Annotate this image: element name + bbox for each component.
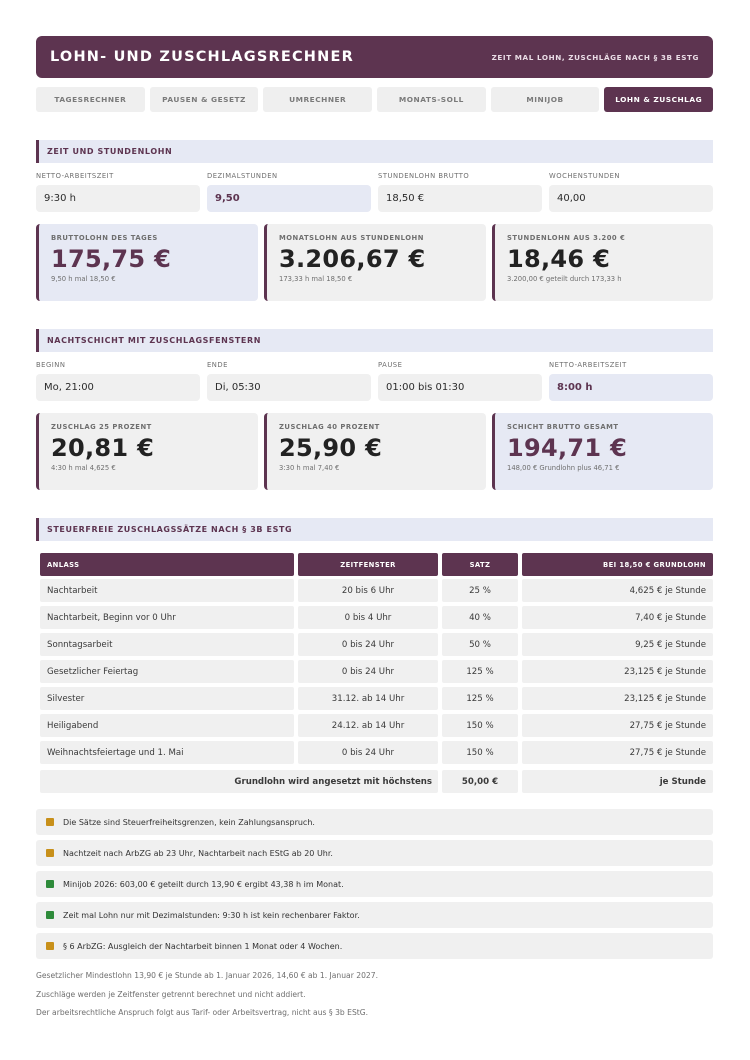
kpi-bruttolohn-tages: [36, 224, 258, 301]
kpi-value: 20,81 €: [51, 434, 155, 462]
table-row: [40, 579, 713, 602]
tab-umrechner[interactable]: UMRECHNER: [263, 87, 372, 112]
tab-lohn-zuschlag[interactable]: LOHN & ZUSCHLAG: [604, 87, 713, 112]
cell-satz: 50 %: [442, 633, 518, 656]
cell-satz: 150 %: [442, 714, 518, 737]
section-title-zeit-stundenlohn: ZEIT UND STUNDENLOHN: [36, 140, 713, 163]
tab-tagesrechner[interactable]: TAGESRECHNER: [36, 87, 145, 112]
field-label-ende: ENDE: [207, 361, 228, 369]
kpi-description: 4:30 h mal 4,625 €: [51, 464, 116, 472]
cell-satz: 40 %: [442, 606, 518, 629]
cell-anlass: Silvester: [40, 687, 294, 710]
cell-zeitfenster: 0 bis 24 Uhr: [298, 660, 438, 683]
kpi-label: MONATSLOHN AUS STUNDENLOHN: [279, 234, 424, 242]
amber-square-icon: [46, 942, 54, 950]
field-label-dezimalstunden: DEZIMALSTUNDEN: [207, 172, 278, 180]
beginn-input[interactable]: Mo, 21:00: [36, 374, 200, 401]
pause-input[interactable]: 01:00 bis 01:30: [378, 374, 542, 401]
cell-anlass: Heiligabend: [40, 714, 294, 737]
table-header: [40, 553, 713, 576]
field-label-netto-arbeitszeit: NETTO-ARBEITSZEIT: [36, 172, 114, 180]
kpi-value: 25,90 €: [279, 434, 383, 462]
wochenstunden-input[interactable]: 40,00: [549, 185, 713, 212]
dezimalstunden-output: 9,50: [207, 185, 371, 212]
note-item: [36, 871, 713, 897]
cell-anlass: Weihnachtsfeiertage und 1. Mai: [40, 741, 294, 764]
note-item: [36, 933, 713, 959]
amber-square-icon: [46, 818, 54, 826]
kpi-value: 194,71 €: [507, 434, 628, 462]
cell-zeitfenster: 31.12. ab 14 Uhr: [298, 687, 438, 710]
kpi-value: 3.206,67 €: [279, 245, 426, 273]
kpi-stundenlohn-aus-monat: [492, 224, 713, 301]
table-row: [40, 714, 713, 737]
green-square-icon: [46, 911, 54, 919]
footnote: Zuschläge werden je Zeitfenster getrennt berechnet und nicht addiert.: [36, 990, 306, 999]
kpi-value: 18,46 €: [507, 245, 611, 273]
kpi-label: ZUSCHLAG 40 PROZENT: [279, 423, 380, 431]
cell-satz: 150 %: [442, 741, 518, 764]
tab-monats-soll[interactable]: MONATS-SOLL: [377, 87, 486, 112]
column-header-anlass: ANLASS: [40, 553, 294, 576]
amber-square-icon: [46, 849, 54, 857]
table-row: [40, 660, 713, 683]
field-label-beginn: BEGINN: [36, 361, 66, 369]
cell-anlass: Gesetzlicher Feiertag: [40, 660, 294, 683]
cell-betrag: 27,75 € je Stunde: [522, 741, 713, 764]
cell-zeitfenster: 0 bis 24 Uhr: [298, 741, 438, 764]
table-row: [40, 741, 713, 764]
cell-satz: 25 %: [442, 579, 518, 602]
app-header: [36, 36, 713, 78]
table-row: [40, 633, 713, 656]
section-title-zuschlagssaetze: STEUERFREIE ZUSCHLAGSSÄTZE NACH § 3B ESTG: [36, 518, 713, 541]
kpi-description: 148,00 € Grundlohn plus 46,71 €: [507, 464, 620, 472]
footnote: Der arbeitsrechtliche Anspruch folgt aus Tarif- oder Arbeitsvertrag, nicht aus § 3b EStG.: [36, 1008, 369, 1017]
table-footer: [40, 770, 713, 793]
cell-betrag: 27,75 € je Stunde: [522, 714, 713, 737]
footer-hoechstbetrag: 50,00 €: [442, 770, 518, 793]
note-text: Zeit mal Lohn nur mit Dezimalstunden: 9:30 h ist kein rechenbarer Faktor.: [63, 910, 360, 920]
kpi-label: SCHICHT BRUTTO GESAMT: [507, 423, 619, 431]
section-title-nachtschicht: NACHTSCHICHT MIT ZUSCHLAGSFENSTERN: [36, 329, 713, 352]
kpi-monatslohn: [264, 224, 486, 301]
app-subtitle: ZEIT MAL LOHN, ZUSCHLÄGE NACH § 3B ESTG: [491, 52, 699, 62]
cell-betrag: 23,125 € je Stunde: [522, 660, 713, 683]
kpi-label: STUNDENLOHN AUS 3.200 €: [507, 234, 626, 242]
cell-satz: 125 %: [442, 687, 518, 710]
footer-einheit: je Stunde: [522, 770, 713, 793]
kpi-label: ZUSCHLAG 25 PROZENT: [51, 423, 152, 431]
column-header-grundlohn: BEI 18,50 € GRUNDLOHN: [522, 553, 713, 576]
note-text: Die Sätze sind Steuerfreiheitsgrenzen, kein Zahlungsanspruch.: [63, 817, 315, 827]
table-row: [40, 687, 713, 710]
cell-betrag: 9,25 € je Stunde: [522, 633, 713, 656]
kpi-label: BRUTTOLOHN DES TAGES: [51, 234, 158, 242]
cell-anlass: Nachtarbeit, Beginn vor 0 Uhr: [40, 606, 294, 629]
kpi-description: 173,33 h mal 18,50 €: [279, 275, 353, 283]
field-label-pause: PAUSE: [378, 361, 403, 369]
kpi-schicht-brutto-gesamt: [492, 413, 713, 490]
kpi-description: 3.200,00 € geteilt durch 173,33 h: [507, 275, 622, 283]
cell-zeitfenster: 20 bis 6 Uhr: [298, 579, 438, 602]
tab-pausen-gesetz[interactable]: PAUSEN & GESETZ: [150, 87, 259, 112]
cell-zeitfenster: 24.12. ab 14 Uhr: [298, 714, 438, 737]
cell-zeitfenster: 0 bis 4 Uhr: [298, 606, 438, 629]
note-text: § 6 ArbZG: Ausgleich der Nachtarbeit binnen 1 Monat oder 4 Wochen.: [63, 941, 343, 951]
netto-arbeitszeit-input[interactable]: 9:30 h: [36, 185, 200, 212]
field-label-netto-arbeitszeit-schicht: NETTO-ARBEITSZEIT: [549, 361, 627, 369]
kpi-description: 3:30 h mal 7,40 €: [279, 464, 340, 472]
cell-anlass: Sonntagsarbeit: [40, 633, 294, 656]
cell-anlass: Nachtarbeit: [40, 579, 294, 602]
cell-zeitfenster: 0 bis 24 Uhr: [298, 633, 438, 656]
cell-satz: 125 %: [442, 660, 518, 683]
note-item: [36, 902, 713, 928]
note-item: [36, 809, 713, 835]
kpi-value: 175,75 €: [51, 245, 172, 273]
cell-betrag: 7,40 € je Stunde: [522, 606, 713, 629]
footer-label: Grundlohn wird angesetzt mit höchstens: [40, 770, 438, 793]
tab-bar: [36, 87, 713, 112]
kpi-zuschlag-25: [36, 413, 258, 490]
netto-arbeitszeit-output: 8:00 h: [549, 374, 713, 401]
cell-betrag: 4,625 € je Stunde: [522, 579, 713, 602]
note-text: Nachtzeit nach ArbZG ab 23 Uhr, Nachtarbeit nach EStG ab 20 Uhr.: [63, 848, 333, 858]
stundenlohn-input[interactable]: 18,50 €: [378, 185, 542, 212]
green-square-icon: [46, 880, 54, 888]
ende-input[interactable]: Di, 05:30: [207, 374, 371, 401]
kpi-description: 9,50 h mal 18,50 €: [51, 275, 116, 283]
field-label-stundenlohn: STUNDENLOHN BRUTTO: [378, 172, 470, 180]
tab-minijob[interactable]: MINIJOB: [491, 87, 600, 112]
note-item: [36, 840, 713, 866]
cell-betrag: 23,125 € je Stunde: [522, 687, 713, 710]
column-header-zeitfenster: ZEITFENSTER: [298, 553, 438, 576]
footnote: Gesetzlicher Mindestlohn 13,90 € je Stunde ab 1. Januar 2026, 14,60 € ab 1. Januar 2027.: [36, 971, 378, 980]
note-text: Minijob 2026: 603,00 € geteilt durch 13,90 € ergibt 43,38 h im Monat.: [63, 879, 344, 889]
column-header-satz: SATZ: [442, 553, 518, 576]
kpi-zuschlag-40: [264, 413, 486, 490]
field-label-wochenstunden: WOCHENSTUNDEN: [549, 172, 620, 180]
table-row: [40, 606, 713, 629]
app-title: LOHN- UND ZUSCHLAGSRECHNER: [50, 49, 354, 65]
